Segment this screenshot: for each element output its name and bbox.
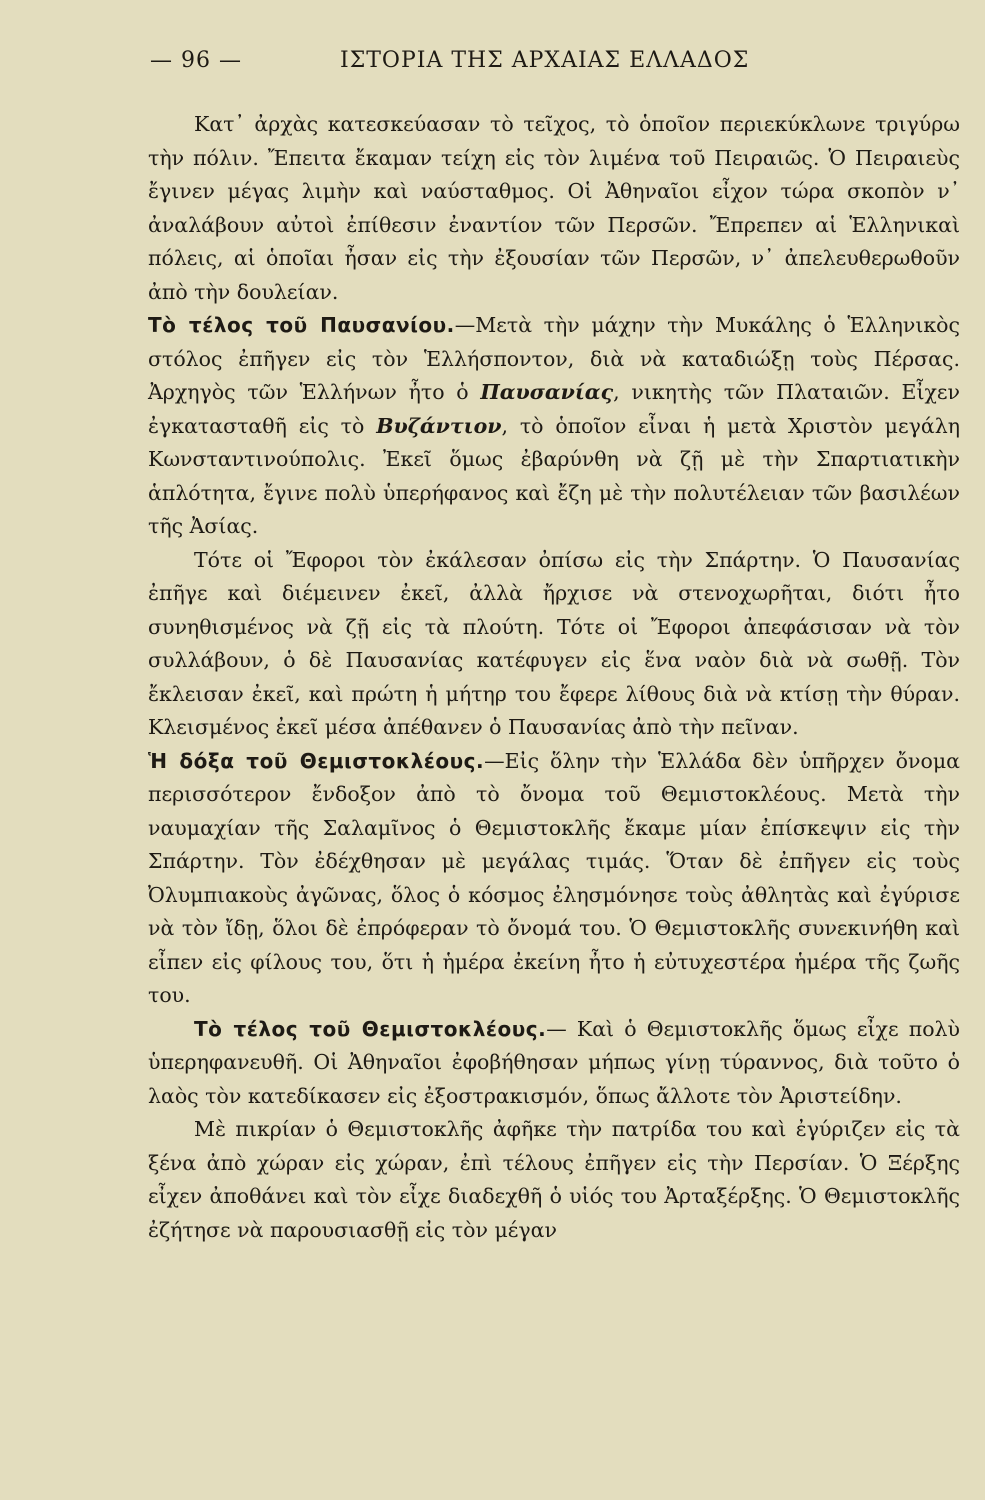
page-body xyxy=(148,108,960,1247)
section-heading-pausanias: Τὸ τέλος τοῦ Παυσανίου. xyxy=(148,313,455,337)
paragraph-text: — Καὶ ὁ Θεμιστοκλῆς ὅμως εἶχε πολὺ ὑπερηφανευθῆ. Οἱ Ἀθηναῖοι ἐφοβήθησαν μήπως γίνῃ τύραννος, διὰ τοῦτο ὁ λαὸς τὸν κατεδίκασεν εἰς ἐξοστρακισμόν, ὅπως ἄλλοτε τὸν Ἀριστείδην. xyxy=(148,1016,960,1108)
paragraph-text: , νικητὴς τῶν Πλαταιῶν. Εἶχεν ἐγκατασταθῆ εἰς τὸ xyxy=(148,380,960,438)
paragraph-themistocles-glory xyxy=(148,745,960,1013)
page-number: — 96 — xyxy=(150,48,242,73)
paragraph-pausanias-end xyxy=(148,309,960,544)
paragraph-6: Μὲ πικρίαν ὁ Θεμιστοκλῆς ἀφῆκε τὴν πατρίδα του καὶ ἐγύριζεν εἰς τὰ ξένα ἀπὸ χώραν εἰς χώραν, ἐπὶ τέλους ἐπῆγεν εἰς τὴν Περσίαν. Ὁ Ξέρξης εἶχεν ἀποθάνει καὶ τὸν εἶχε διαδεχθῆ ὁ υἱός του Ἀρταξέρξης. Ὁ Θεμιστοκλῆς ἐζήτησε νὰ παρουσιασθῇ εἰς τὸν μέγαν xyxy=(148,1117,960,1242)
paragraph-text: —Εἰς ὅλην τὴν Ἑλλάδα δὲν ὑπῆρχεν ὄνομα περισσότερον ἔνδοξον ἀπὸ τὸ ὄνομα τοῦ Θεμιστοκλέους. Μετὰ τὴν ναυμαχίαν τῆς Σαλαμῖνος ὁ Θεμιστοκλῆς ἔκαμε μίαν ἐπίσκεψιν εἰς τὴν Σπάρτην. Τὸν ἐδέχθησαν μὲ μεγάλας τιμάς. Ὅταν δὲ ἐπῆγεν εἰς τοὺς Ὀλυμπιακοὺς ἀγῶνας, ὅλος ὁ κόσμος ἐλησμόνησε τοὺς ἀθλητὰς καὶ ἐγύρισε νὰ τὸν ἴδῃ, ὅλοι δὲ ἐπρόφεραν τὸ ὄνομά του. Ὁ Θεμιστοκλῆς συνεκινήθη καὶ εἶπεν εἰς φίλους του, ὅτι ἡ ἡμέρα ἐκείνη ἦτο ἡ εὐτυχεστέρα ἡμέρα τῆς ζωῆς του. xyxy=(148,748,960,1007)
emphasis-byzantium: Βυζάντιον xyxy=(376,413,502,438)
paragraph-themistocles-end xyxy=(148,1013,960,1114)
paragraph-text: , τὸ ὁποῖον εἶναι ἡ μετὰ Χριστὸν μεγάλη Κωνσταντινούπολις. Ἐκεῖ ὅμως ἐβαρύνθη νὰ ζῇ μὲ τὴν Σπαρτιατικὴν ἁπλότητα, ἔγινε πολὺ ὑπερήφανος καὶ ἔζη μὲ τὴν πολυτέλειαν τῶν βασιλέων τῆς Ἀσίας. xyxy=(148,413,960,538)
paragraph-text: —Μετὰ τὴν μάχην τὴν Μυκάλης ὁ Ἑλληνικὸς στόλος ἐπῆγεν εἰς τὸν Ἑλλήσποντον, διὰ νὰ καταδιώξῃ τοὺς Πέρσας. Ἀρχηγὸς τῶν Ἑλλήνων ἦτο ὁ xyxy=(148,313,960,404)
running-title: ΙΣΤΟΡΙΑ ΤΗΣ ΑΡΧΑΙΑΣ ΕΛΛΑΔΟΣ xyxy=(340,48,750,73)
emphasis-pausanias: Παυσανίας xyxy=(480,380,614,404)
section-heading-themistocles-end: Τὸ τέλος τοῦ Θεμιστοκλέους. xyxy=(194,1016,547,1041)
running-header xyxy=(150,48,790,73)
paragraph-1: Κατ᾽ ἀρχὰς κατεσκεύασαν τὸ τεῖχος, τὸ ὁποῖον περιεκύκλωνε τριγύρω τὴν πόλιν. Ἔπειτα ἔκαμαν τείχη εἰς τὸν λιμένα τοῦ Πειραιῶς. Ὁ Πειραιεὺς ἔγινεν μέγας λιμὴν καὶ ναύσταθμος. Οἱ Ἀθηναῖοι εἶχον τώρα σκοπὸν ν᾽ ἀναλάβουν αὐτοὶ ἐπίθεσιν ἐναντίον τῶν Περσῶν. Ἔπρεπεν αἱ Ἑλληνικαὶ πόλεις, αἱ ὁποῖαι ἦσαν εἰς τὴν ἐξουσίαν τῶν Περσῶν, ν᾽ ἀπελευθερωθοῦν ἀπὸ τὴν δουλείαν. xyxy=(148,112,960,304)
section-heading-themistocles-glory: Ἡ δόξα τοῦ Θεμιστοκλέους. xyxy=(148,748,485,773)
paragraph-3: Τότε οἱ Ἔφοροι τὸν ἐκάλεσαν ὀπίσω εἰς τὴν Σπάρτην. Ὁ Παυσανίας ἐπῆγε καὶ διέμεινεν ἐκεῖ, ἀλλὰ ἤρχισε νὰ στενοχωρῆται, διότι ἦτο συνηθισμένος νὰ ζῇ εἰς τὰ πλούτη. Τότε οἱ Ἔφοροι ἀπεφάσισαν νὰ τὸν συλλάβουν, ὁ δὲ Παυσανίας κατέφυγεν εἰς ἕνα ναὸν διὰ νὰ σωθῇ. Τὸν ἔκλεισαν ἐκεῖ, καὶ πρώτη ἡ μήτηρ του ἔφερε λίθους διὰ νὰ κτίσῃ τὴν θύραν. Κλεισμένος ἐκεῖ μέσα ἀπέθανεν ὁ Παυσανίας ἀπὸ τὴν πεῖναν. xyxy=(148,547,960,739)
